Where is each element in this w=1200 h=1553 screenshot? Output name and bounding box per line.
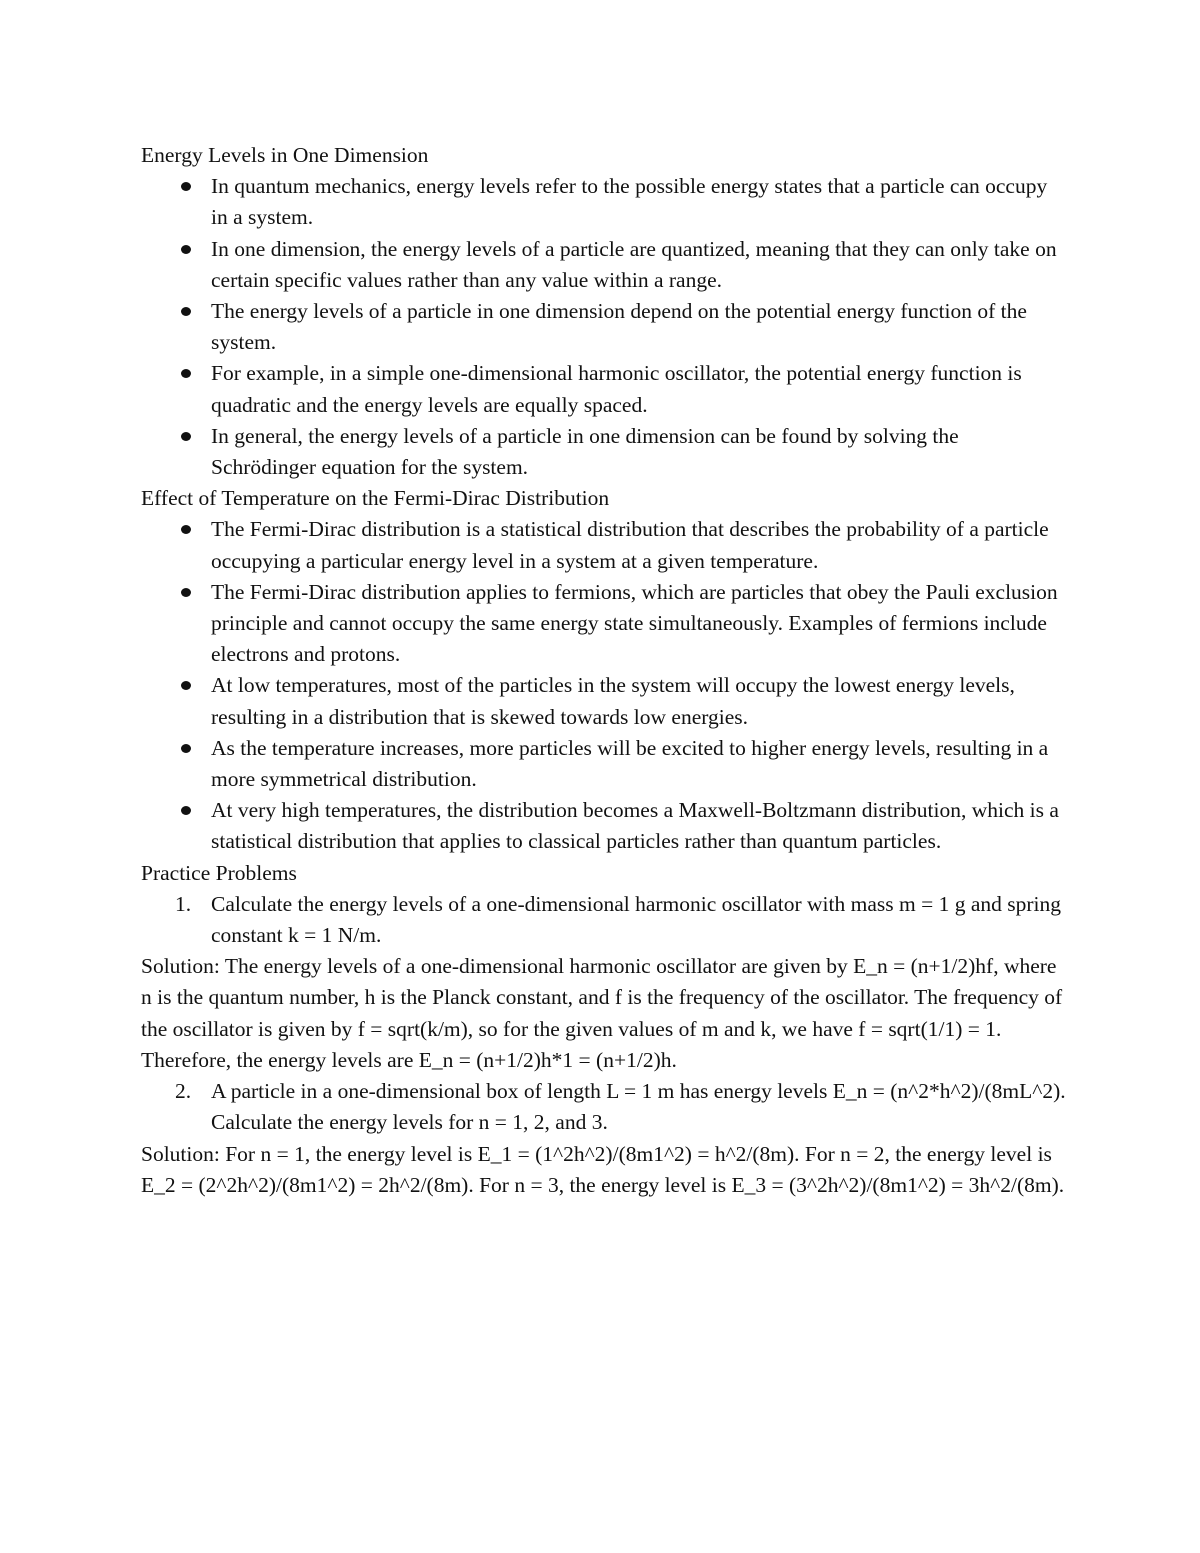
- list-item: The Fermi-Dirac distribution applies to fermions, which are particles that obey the Pauli exclusion principle and cannot occupy the same energy state simultaneously. Examples of fermions include electrons and protons.: [211, 577, 1066, 671]
- problem-number: 2.: [175, 1079, 192, 1104]
- section-title-energy-levels: Energy Levels in One Dimension: [141, 143, 429, 167]
- problem-question: A particle in a one-dimensional box of length L = 1 m has energy levels E_n = (n^2*h^2)/(8mL^2). Calculate the energy levels for n = 1, 2, and 3.: [211, 1079, 1066, 1135]
- section-title-practice-problems: Practice Problems: [141, 860, 297, 885]
- list-item: The Fermi-Dirac distribution is a statistical distribution that describes the probability of a particle occupying a particular energy level in a system at a given temperature.: [211, 514, 1066, 576]
- energy-levels-bullet-list: [141, 171, 1066, 483]
- problem-solution-2: Solution: For n = 1, the energy level is E_1 = (1^2h^2)/(8m1^2) = h^2/(8m). For n = 2, the energy level is E_2 = (2^2h^2)/(8m1^2) = 2h^2/(8m). For n = 3, the energy level is E_3 = (3^2h^2)/(8m1^2) = 3h^2/(8m).: [141, 1141, 1065, 1197]
- document-page: [141, 140, 1066, 1201]
- list-item: For example, in a simple one-dimensional harmonic oscillator, the potential energy function is quadratic and the energy levels are equally spaced.: [211, 358, 1066, 420]
- practice-problem-1: [141, 889, 1066, 951]
- problem-solution-1: Solution: The energy levels of a one-dimensional harmonic oscillator are given by E_n = (n+1/2)hf, where n is the quantum number, h is the Planck constant, and f is the frequency of the oscillator. The frequency of the oscillator is given by f = sqrt(k/m), so for the given values of m and k, we have f = sqrt(1/1) = 1. Therefore, the energy levels are E_n = (n+1/2)h*1 = (n+1/2)h.: [141, 954, 1063, 1072]
- list-item: In quantum mechanics, energy levels refer to the possible energy states that a particle can occupy in a system.: [211, 171, 1066, 233]
- fermi-dirac-bullet-list: [141, 514, 1066, 857]
- list-item: In one dimension, the energy levels of a particle are quantized, meaning that they can only take on certain specific values rather than any value within a range.: [211, 234, 1066, 296]
- problem-question: Calculate the energy levels of a one-dimensional harmonic oscillator with mass m = 1 g and spring constant k = 1 N/m.: [211, 891, 1062, 948]
- practice-problem-2: [141, 1076, 1066, 1138]
- list-item: At very high temperatures, the distribution becomes a Maxwell-Boltzmann distribution, which is a statistical distribution that applies to classical particles rather than quantum particles.: [211, 795, 1066, 857]
- list-item: At low temperatures, most of the particles in the system will occupy the lowest energy levels, resulting in a distribution that is skewed towards low energies.: [211, 670, 1066, 732]
- problem-number: 1.: [175, 891, 192, 916]
- list-item: As the temperature increases, more particles will be excited to higher energy levels, resulting in a more symmetrical distribution.: [211, 733, 1066, 795]
- section-title-fermi-dirac: Effect of Temperature on the Fermi-Dirac Distribution: [141, 486, 610, 511]
- list-item: In general, the energy levels of a particle in one dimension can be found by solving the Schrödinger equation for the system.: [211, 421, 1066, 483]
- list-item: The energy levels of a particle in one dimension depend on the potential energy function of the system.: [211, 296, 1066, 358]
